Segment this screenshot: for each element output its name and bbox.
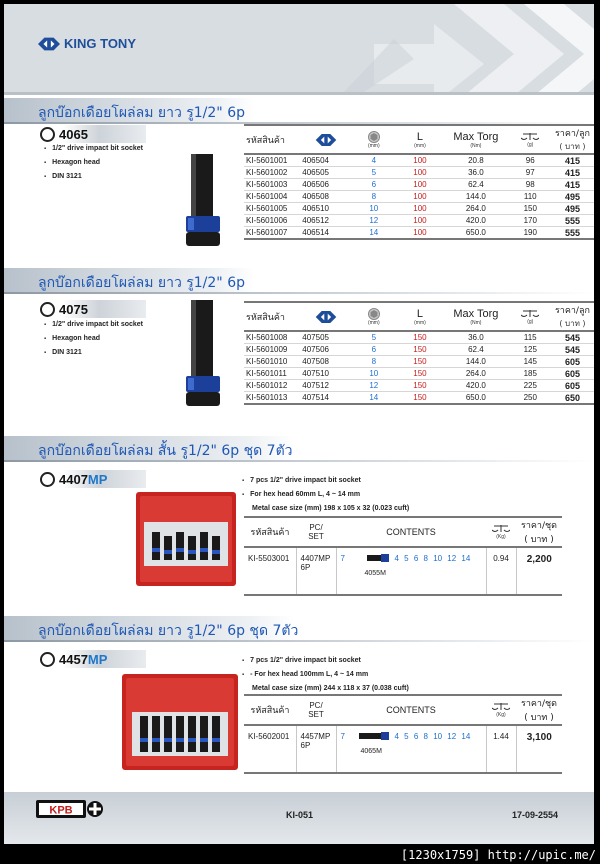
- feature-item: ▪ DIN 3121: [44, 170, 143, 184]
- page-date: 17-09-2554: [512, 810, 559, 820]
- cell-torque: 62.4: [442, 179, 509, 191]
- cell-length: 150: [398, 356, 442, 368]
- cell-torque: 62.4: [442, 344, 509, 356]
- cell-price: 415: [551, 154, 594, 167]
- cell-length: 150: [398, 392, 442, 405]
- cell-size: 10: [350, 203, 398, 215]
- table-row: [244, 154, 594, 167]
- cell-length: 100: [398, 203, 442, 215]
- length-unit: (mm): [414, 142, 426, 149]
- cell-weight: 1.44: [486, 725, 516, 773]
- cell-ref: 406504: [302, 154, 350, 167]
- col-header-pcset: PC/ SET: [296, 695, 336, 725]
- cell-length: 100: [398, 179, 442, 191]
- col-header-price: ราคา/ชุด: [521, 521, 557, 531]
- cell-torque: 20.8: [442, 154, 509, 167]
- cell-code: KI-5601006: [244, 215, 302, 227]
- cell-ref: 407514: [302, 392, 350, 405]
- weight-unit: (Kg): [496, 534, 506, 540]
- weight-unit: (Kg): [496, 712, 506, 718]
- cell-code: KI-5601003: [244, 179, 302, 191]
- table-row: [244, 368, 594, 380]
- cell-code: KI-5601008: [244, 331, 302, 344]
- feature-item: ▪ Hexagon head: [44, 156, 143, 170]
- price-unit: ( บาท ): [524, 535, 554, 545]
- cell-model: 4407MP: [300, 554, 331, 563]
- bullet-circle-icon: [40, 127, 55, 142]
- table-row: [244, 191, 594, 203]
- table-row: [244, 179, 594, 191]
- price-unit: ( บาท ): [559, 142, 586, 151]
- cell-weight: 115: [510, 331, 551, 344]
- table-row: [244, 331, 594, 344]
- cell-size: 10: [350, 368, 398, 380]
- model-suffix: MP: [87, 471, 108, 487]
- cell-code: KI-5601009: [244, 344, 302, 356]
- size-unit: (mm): [367, 142, 380, 149]
- cell-ref: 406506: [302, 179, 350, 191]
- table-row: [244, 380, 594, 392]
- length-unit: (mm): [414, 319, 426, 326]
- model-label: [42, 300, 146, 318]
- price-unit: ( บาท ): [524, 713, 554, 723]
- table-row: [244, 344, 594, 356]
- torque-unit: (Nm): [470, 319, 482, 326]
- model-suffix: MP: [87, 651, 108, 667]
- hex-size-icon: [368, 131, 380, 143]
- cell-code: KI-5503001: [244, 547, 296, 595]
- cell-model-variant: 6P: [300, 563, 311, 572]
- cell-ref: 407508: [302, 356, 350, 368]
- cell-torque: 650.0: [442, 392, 509, 405]
- cell-weight: 250: [510, 392, 551, 405]
- cell-code: KI-5601012: [244, 380, 302, 392]
- cell-length: 150: [398, 331, 442, 344]
- cell-torque: 650.0: [442, 227, 509, 240]
- pc-label: PC: [309, 701, 321, 710]
- scale-icon: [492, 524, 510, 534]
- king-tony-logo-icon: [38, 37, 60, 51]
- kpb-logo-text: KPB: [49, 804, 73, 817]
- cell-weight: 150: [510, 203, 551, 215]
- feature-item: ▪ - For hex head 100mm L, 4 ~ 14 mm: [242, 668, 409, 682]
- table-row: [244, 547, 562, 595]
- set-label: SET: [308, 532, 324, 541]
- cell-ref: 406508: [302, 191, 350, 203]
- cell-size: 6: [350, 344, 398, 356]
- cell-code: KI-5601011: [244, 368, 302, 380]
- feature-item: ▪ Hexagon head: [44, 332, 143, 346]
- kit-table: [244, 694, 562, 774]
- cell-length: 100: [398, 167, 442, 179]
- feature-list: [242, 474, 409, 515]
- model-label: [42, 470, 146, 488]
- brand-logo: [38, 36, 136, 51]
- feature-item: ▪ 7 pcs 1/2" drive impact bit socket: [242, 654, 409, 668]
- feature-list: [44, 142, 143, 184]
- cell-code: KI-5601002: [244, 167, 302, 179]
- section-title-bar: [4, 436, 594, 464]
- socket-set-case-image: [122, 674, 238, 770]
- section-title: ลูกบ๊อกเดือยโผล่ลม ยาว รู1/2" 6p: [38, 275, 245, 291]
- cell-size: 14: [350, 227, 398, 240]
- cell-ref: 407512: [302, 380, 350, 392]
- feature-item: Metal case size (mm) 198 x 105 x 32 (0.023 cuft): [252, 505, 410, 512]
- cell-item: 4055M: [364, 570, 386, 577]
- cell-price: 555: [551, 227, 594, 240]
- pc-label: PC: [309, 523, 321, 532]
- cell-price: 2,200: [516, 547, 562, 595]
- col-header-pcset: PC/ SET: [296, 517, 336, 547]
- cell-price: 3,100: [516, 725, 562, 773]
- col-header-length: L: [416, 307, 424, 320]
- cell-length: 100: [398, 215, 442, 227]
- size-unit: (mm): [367, 319, 380, 326]
- cell-price: 415: [551, 167, 594, 179]
- kit-table: [244, 516, 562, 596]
- weight-unit: (g): [527, 318, 534, 325]
- cell-length: 150: [398, 380, 442, 392]
- col-header-contents: CONTENTS: [336, 695, 486, 725]
- king-tony-logo-icon: [315, 311, 337, 323]
- cell-ref: 406510: [302, 203, 350, 215]
- cell-weight: 98: [510, 179, 551, 191]
- bullet-circle-icon: [40, 652, 55, 667]
- kpb-logo: [36, 800, 104, 820]
- cell-sizes: 4 5 6 8 10 12 14: [394, 732, 471, 741]
- feature-item: ▪ For hex head 60mm L, 4 ~ 14 mm: [242, 488, 409, 502]
- catalog-page: [4, 4, 594, 844]
- socket-set-case-image: [136, 492, 236, 586]
- cell-weight: 185: [510, 368, 551, 380]
- cell-length: 150: [398, 344, 442, 356]
- model-number: 4065: [59, 126, 88, 142]
- scale-icon: [521, 132, 539, 142]
- section-title: ลูกบ๊อกเดือยโผล่ลม ยาว รู1/2" 6p ชุด 7ตัว: [38, 623, 299, 639]
- cell-price: 605: [551, 356, 594, 368]
- cell-torque: 144.0: [442, 356, 509, 368]
- cell-price: 545: [551, 344, 594, 356]
- cell-torque: 420.0: [442, 215, 509, 227]
- section-title: ลูกบ๊อกเดือยโผล่ลม สั้น รู1/2" 6p ชุด 7ตัว: [38, 443, 293, 459]
- feature-item: ▪ 1/2" drive impact bit socket: [44, 318, 143, 332]
- cell-size: 5: [350, 331, 398, 344]
- cell-code: KI-5601005: [244, 203, 302, 215]
- cell-price: 495: [551, 191, 594, 203]
- cell-pcs: 7: [340, 554, 345, 563]
- cell-pcs: 7: [340, 732, 345, 741]
- cell-code: KI-5601004: [244, 191, 302, 203]
- cell-weight: 190: [510, 227, 551, 240]
- table-row: [244, 167, 594, 179]
- cell-length: 100: [398, 154, 442, 167]
- table-row: [244, 203, 594, 215]
- socket-icon: [359, 732, 389, 740]
- cell-length: 150: [398, 368, 442, 380]
- cell-torque: 264.0: [442, 203, 509, 215]
- cell-sizes: 4 5 6 8 10 12 14: [394, 554, 471, 563]
- col-header-torque: Max Torg: [453, 307, 499, 320]
- cell-ref: 406514: [302, 227, 350, 240]
- col-header-price: ราคา/ลูก: [554, 129, 590, 139]
- cell-code: KI-5601010: [244, 356, 302, 368]
- set-label: SET: [308, 710, 324, 719]
- cell-model-variant: 6P: [300, 741, 311, 750]
- table-row: [244, 725, 562, 773]
- cell-size: 12: [350, 380, 398, 392]
- col-header-torque: Max Torg: [453, 130, 499, 143]
- scale-icon: [521, 309, 539, 319]
- cell-ref: 406512: [302, 215, 350, 227]
- col-header-code: รหัสสินค้า: [244, 517, 296, 547]
- brand-name: KING TONY: [64, 36, 136, 51]
- feature-item: ▪ 7 pcs 1/2" drive impact bit socket: [242, 474, 409, 488]
- cell-size: 8: [350, 191, 398, 203]
- cell-ref: 406505: [302, 167, 350, 179]
- bullet-circle-icon: [40, 302, 55, 317]
- cell-weight: 110: [510, 191, 551, 203]
- weight-unit: (g): [527, 141, 534, 148]
- cell-weight: 96: [510, 154, 551, 167]
- col-header-code: รหัสสินค้า: [244, 695, 296, 725]
- cell-torque: 420.0: [442, 380, 509, 392]
- cell-price: 545: [551, 331, 594, 344]
- cell-item: 4065M: [360, 748, 382, 755]
- table-row: [244, 356, 594, 368]
- page-code: KI-051: [286, 810, 314, 820]
- feature-item: ▪ 1/2" drive impact bit socket: [44, 142, 143, 156]
- model-number: 4075: [59, 301, 88, 317]
- cell-weight: 225: [510, 380, 551, 392]
- cell-price: 605: [551, 380, 594, 392]
- model-label: [42, 650, 146, 668]
- feature-list: [44, 318, 143, 360]
- long-bit-socket-image: [180, 300, 230, 412]
- cell-size: 8: [350, 356, 398, 368]
- model-label: [42, 125, 146, 143]
- col-header-code: รหัสสินค้า: [244, 125, 302, 154]
- model-number: 4407: [59, 471, 88, 487]
- model-number: 4457: [59, 651, 88, 667]
- cell-price: 650: [551, 392, 594, 405]
- cell-size: 4: [350, 154, 398, 167]
- cell-torque: 264.0: [442, 368, 509, 380]
- cell-size: 12: [350, 215, 398, 227]
- feature-item: Metal case size (mm) 244 x 118 x 37 (0.038 cuft): [252, 685, 409, 692]
- cell-torque: 36.0: [442, 331, 509, 344]
- cell-length: 100: [398, 227, 442, 240]
- cell-length: 100: [398, 191, 442, 203]
- col-header-length: L: [416, 130, 424, 143]
- cell-weight: 170: [510, 215, 551, 227]
- long-bit-socket-image: [180, 154, 230, 254]
- cell-ref: 407505: [302, 331, 350, 344]
- table-row: [244, 227, 594, 240]
- bullet-circle-icon: [40, 472, 55, 487]
- cell-price: 605: [551, 368, 594, 380]
- image-watermark: [1230x1759] http://upic.me/: [400, 848, 596, 862]
- col-header-contents: CONTENTS: [336, 517, 486, 547]
- cell-code: KI-5601013: [244, 392, 302, 405]
- page-header: [4, 4, 594, 92]
- feature-list: [242, 654, 409, 695]
- spec-table: [244, 301, 594, 405]
- king-tony-logo-icon: [315, 134, 337, 146]
- table-row: [244, 215, 594, 227]
- cell-size: 5: [350, 167, 398, 179]
- section-title: ลูกบ๊อกเดือยโผล่ลม ยาว รู1/2" 6p: [38, 105, 245, 121]
- cell-size: 6: [350, 179, 398, 191]
- cell-ref: 407510: [302, 368, 350, 380]
- section-title-bar: [4, 268, 594, 296]
- price-unit: ( บาท ): [559, 319, 586, 328]
- scale-icon: [492, 702, 510, 712]
- cell-weight: 97: [510, 167, 551, 179]
- cell-ref: 407506: [302, 344, 350, 356]
- hex-size-icon: [368, 308, 380, 320]
- cell-weight: 125: [510, 344, 551, 356]
- cell-code: KI-5602001: [244, 725, 296, 773]
- cell-torque: 36.0: [442, 167, 509, 179]
- cell-torque: 144.0: [442, 191, 509, 203]
- feature-item: ▪ DIN 3121: [44, 346, 143, 360]
- cell-price: 495: [551, 203, 594, 215]
- col-header-price: ราคา/ลูก: [554, 306, 590, 316]
- cell-size: 14: [350, 392, 398, 405]
- cell-weight: 145: [510, 356, 551, 368]
- socket-icon: [367, 554, 389, 562]
- cell-weight: 0.94: [486, 547, 516, 595]
- col-header-code: รหัสสินค้า: [244, 302, 302, 331]
- cell-code: KI-5601007: [244, 227, 302, 240]
- section-title-bar: [4, 98, 594, 126]
- header-divider: [4, 92, 594, 95]
- cell-price: 555: [551, 215, 594, 227]
- col-header-price: ราคา/ชุด: [521, 699, 557, 709]
- cell-model: 4457MP: [300, 732, 331, 741]
- spec-table: [244, 124, 594, 240]
- table-row: [244, 392, 594, 405]
- torque-unit: (Nm): [470, 142, 482, 149]
- cell-price: 415: [551, 179, 594, 191]
- cell-code: KI-5601001: [244, 154, 302, 167]
- section-title-bar: [4, 616, 594, 644]
- arrow-decoration-icon: [334, 4, 594, 92]
